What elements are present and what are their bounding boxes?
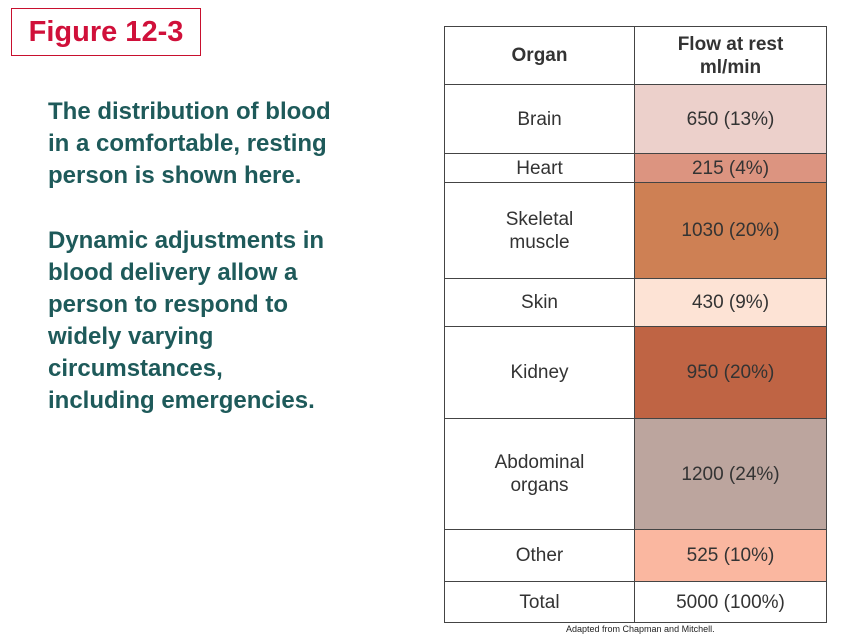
table-row <box>445 326 826 418</box>
header-flow-line: Flow at rest <box>677 33 784 55</box>
flow-value: 950 (20%) <box>686 362 775 383</box>
organ-name: Skin <box>521 292 558 313</box>
organ-name: Heart <box>516 157 563 179</box>
organ-name: Kidney <box>510 362 569 383</box>
organ-name: Other <box>515 545 564 566</box>
organ-cell <box>445 85 635 153</box>
organ-cell <box>445 154 635 182</box>
organ-cell <box>445 419 635 529</box>
flow-value: 1200 (24%) <box>681 463 780 485</box>
organ-cell <box>445 582 635 622</box>
flow-cell <box>635 327 826 418</box>
text-line: blood delivery allow a <box>48 259 298 286</box>
header-organ <box>445 27 635 84</box>
text-line: in a comfortable, resting <box>48 130 327 157</box>
table-row <box>445 278 826 326</box>
description-paragraph-1 <box>48 96 378 192</box>
flow-value: 525 (10%) <box>686 545 775 566</box>
text-line: The distribution of blood <box>48 98 331 125</box>
flow-value: 5000 (100%) <box>676 591 785 613</box>
flow-cell <box>635 419 826 529</box>
source-credit: Adapted from Chapman and Mitchell. <box>566 624 715 634</box>
flow-value: 430 (9%) <box>691 292 770 313</box>
text-line: including emergencies. <box>48 387 315 414</box>
organ-name: muscle <box>509 231 570 253</box>
text-line: widely varying <box>48 323 214 350</box>
organ-name: Total <box>519 591 560 613</box>
blood-flow-table <box>444 26 827 623</box>
organ-cell <box>445 183 635 278</box>
organ-name: Abdominal <box>494 452 585 473</box>
flow-value: 650 (13%) <box>686 108 775 130</box>
flow-value: 215 (4%) <box>691 157 770 179</box>
table-row <box>445 153 826 182</box>
table-row <box>445 84 826 153</box>
flow-cell <box>635 183 826 278</box>
text-line: person to respond to <box>48 291 288 318</box>
table-total-row <box>445 581 826 622</box>
flow-cell <box>635 85 826 153</box>
text-line: circumstances, <box>48 355 223 382</box>
organ-cell <box>445 327 635 418</box>
organ-cell <box>445 530 635 581</box>
text-line: Dynamic adjustments in <box>48 227 325 254</box>
table-header-row <box>445 27 826 84</box>
flow-cell <box>635 279 826 326</box>
header-flow <box>635 27 826 84</box>
table-row <box>445 182 826 278</box>
description-paragraph-2 <box>48 225 378 417</box>
flow-cell <box>635 582 826 622</box>
figure-label: Figure 12-3 <box>11 8 201 56</box>
header-organ-label: Organ <box>511 45 568 66</box>
organ-name: Skeletal <box>505 208 574 230</box>
flow-cell <box>635 154 826 182</box>
table-row <box>445 529 826 581</box>
header-flow-line: ml/min <box>699 56 762 78</box>
organ-cell <box>445 279 635 326</box>
organ-name: Brain <box>517 108 562 130</box>
text-line: person is shown here. <box>48 162 302 189</box>
flow-value: 1030 (20%) <box>681 220 780 241</box>
flow-cell <box>635 530 826 581</box>
table-row <box>445 418 826 529</box>
organ-name: organs <box>510 475 569 496</box>
